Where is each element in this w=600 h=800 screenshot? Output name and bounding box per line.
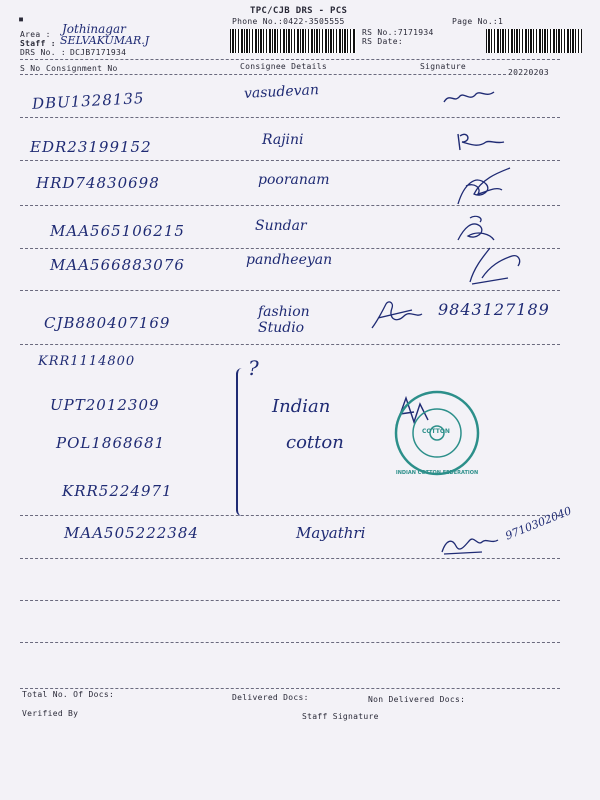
row-divider <box>20 117 560 118</box>
signature-mark <box>438 530 508 560</box>
area-label: Area : <box>20 30 51 39</box>
consignee-name: pooranam <box>258 172 330 188</box>
signature-mark <box>368 294 434 334</box>
consignment-number: MAA505222384 <box>64 524 199 542</box>
consignment-number: KRR5224971 <box>62 482 173 500</box>
stamp-inner-text: COTTON <box>422 428 450 435</box>
phone-note: 9710302040 <box>503 504 574 543</box>
consignment-number: POL1868681 <box>56 434 166 452</box>
consignment-number: KRR1114800 <box>38 354 136 369</box>
barcode-rs <box>486 29 582 53</box>
consignment-number: DBU1328135 <box>31 89 145 113</box>
header-bottom-rule <box>20 74 506 75</box>
barcode-drs <box>230 29 356 53</box>
header-top-rule <box>20 59 560 60</box>
row-divider <box>20 344 560 345</box>
consignee-name: Indian <box>272 396 331 417</box>
staff-signature-label: Staff Signature <box>302 712 379 721</box>
signature-mark <box>460 238 530 290</box>
total-docs-label: Total No. Of Docs: <box>22 690 115 699</box>
consignment-number: EDR23199152 <box>30 138 152 156</box>
document-title: TPC/CJB DRS - PCS <box>250 6 348 16</box>
question-mark: ? <box>248 356 259 380</box>
consignee-name: vasudevan <box>243 82 320 102</box>
col-consignee: Consignee Details <box>240 62 327 71</box>
area-value: Jothinagar <box>62 22 126 36</box>
consignee-name: cotton <box>286 432 344 453</box>
page-marker: ▪ <box>18 14 25 25</box>
non-delivered-docs-label: Non Delivered Docs: <box>368 695 466 704</box>
signature-mark <box>452 128 512 154</box>
col-s-no: S No <box>20 64 41 73</box>
row-divider <box>20 688 560 689</box>
col-signature: Signature <box>420 62 467 71</box>
row-divider <box>20 290 560 291</box>
consignment-number: CJB880407169 <box>44 314 171 332</box>
signature-mark <box>452 164 522 212</box>
consignee-name: fashion Studio <box>258 304 310 336</box>
page-number: Page No.:1 <box>452 17 504 26</box>
phone-note: 9843127189 <box>438 300 550 319</box>
consignee-name: Sundar <box>255 218 307 234</box>
verified-by-label: Verified By <box>22 709 79 718</box>
row-divider <box>20 642 560 643</box>
drs-value: DCJB7171934 <box>70 48 127 57</box>
rs-date: RS Date: <box>362 37 403 46</box>
row-divider <box>20 600 560 601</box>
stamp-outer-text: INDIAN COTTON FEDERATION <box>395 470 479 476</box>
consignment-number: MAA566883076 <box>50 256 185 274</box>
col-consignment: Consignment No <box>46 64 118 73</box>
signature-mark <box>440 86 500 108</box>
consignee-name: Rajini <box>262 132 304 148</box>
row-divider <box>20 160 560 161</box>
consignment-number: MAA565106215 <box>50 222 185 240</box>
staff-label: Staff : <box>20 39 56 48</box>
row-divider <box>20 515 560 516</box>
consignment-number: HRD74830698 <box>36 174 160 192</box>
consignee-name: pandheeyan <box>246 252 333 268</box>
rs-number: RS No.:7171934 <box>362 28 434 37</box>
staff-value: SELVAKUMAR.J <box>60 34 150 47</box>
drs-label: DRS No. : <box>20 48 67 57</box>
consignee-name: Mayathri <box>296 524 366 542</box>
group-bracket <box>236 368 246 516</box>
sheet-date: 20220203 <box>508 68 549 77</box>
phone-number: Phone No.:0422-3505555 <box>232 17 345 26</box>
consignment-number: UPT2012309 <box>50 396 160 414</box>
delivered-docs-label: Delivered Docs: <box>232 693 309 702</box>
